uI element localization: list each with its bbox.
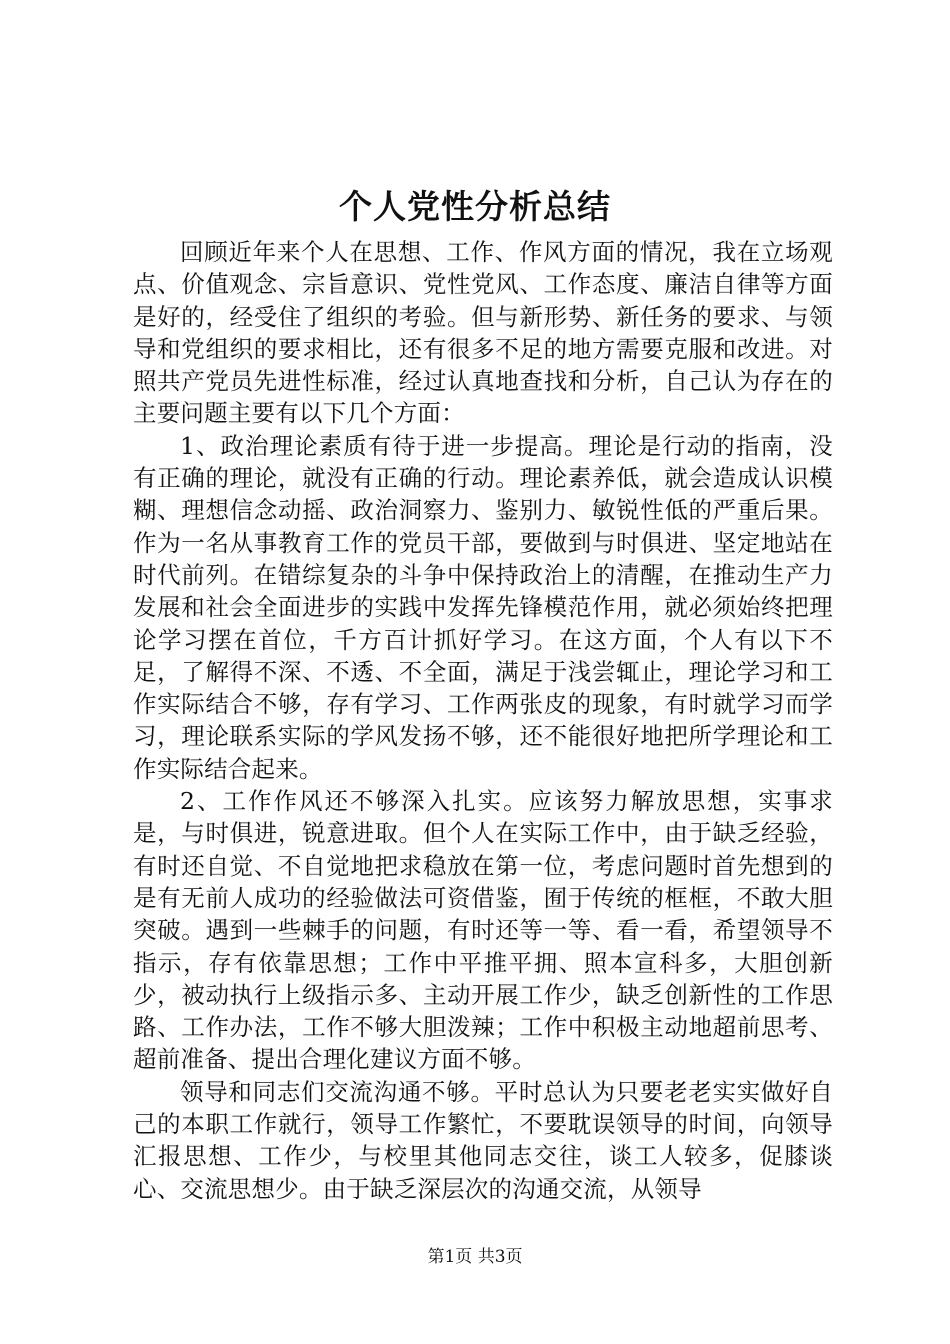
- paragraph-point-1: 1、政治理论素质有待于进一步提高。理论是行动的指南，没有正确的理论，就没有正确的行动。理论素养低，就会造成认识模糊、理想信念动摇、政治洞察力、鉴别力、敏锐性低的严重后果。作为一名从事教育工作的党员干部，要做到与时俱进、坚定地站在时代前列。在错综复杂的斗争中保持政治上的清醒，在推动生产力发展和社会全面进步的实践中发挥先锋模范作用，就必须始终把理论学习摆在首位，千方百计抓好学习。在这方面，个人有以下不足，了解得不深、不透、不全面，满足于浅尝辄止，理论学习和工作实际结合不够，存有学习、工作两张皮的现象，有时就学习而学习，理论联系实际的学风发扬不够，还不能很好地把所学理论和工作实际结合起来。: [133, 431, 833, 783]
- paragraph-point-3: 领导和同志们交流沟通不够。平时总认为只要老老实实做好自己的本职工作就行，领导工作繁忙，不要耽误领导的时间，向领导汇报思想、工作少，与校里其他同志交往，谈工人较多，促膝谈心、交流思想少。由于缺乏深层次的沟通交流，从领导: [133, 1077, 833, 1203]
- paragraph-point-2: 2、工作作风还不够深入扎实。应该努力解放思想，实事求是，与时俱进，锐意进取。但个人在实际工作中，由于缺乏经验，有时还自觉、不自觉地把求稳放在第一位，考虑问题时首先想到的是有无前人成功的经验做法可资借鉴，囿于传统的框框，不敢大胆突破。遇到一些棘手的问题，有时还等一等、看一看，希望领导不指示，存有依靠思想；工作中平推平拥、照本宣科多，大胆创新少，被动执行上级指示多、主动开展工作少，缺乏创新性的工作思路、工作办法，工作不够大胆泼辣；工作中积极主动地超前思考、超前准备、提出合理化建议方面不够。: [133, 787, 833, 1074]
- paragraph-intro: 回顾近年来个人在思想、工作、作风方面的情况，我在立场观点、价值观念、宗旨意识、党性党风、工作态度、廉洁自律等方面是好的，经受住了组织的考验。但与新形势、新任务的要求、与领导和党组织的要求相比，还有很多不足的地方需要克服和改进。对照共产党员先进性标准，经过认真地查找和分析，自己认为存在的主要问题主要有以下几个方面：: [133, 238, 833, 428]
- document-body: [133, 236, 833, 1205]
- document-title: 个人党性分析总结: [339, 187, 611, 226]
- page-number-footer: 第1页 共3页: [427, 1247, 523, 1267]
